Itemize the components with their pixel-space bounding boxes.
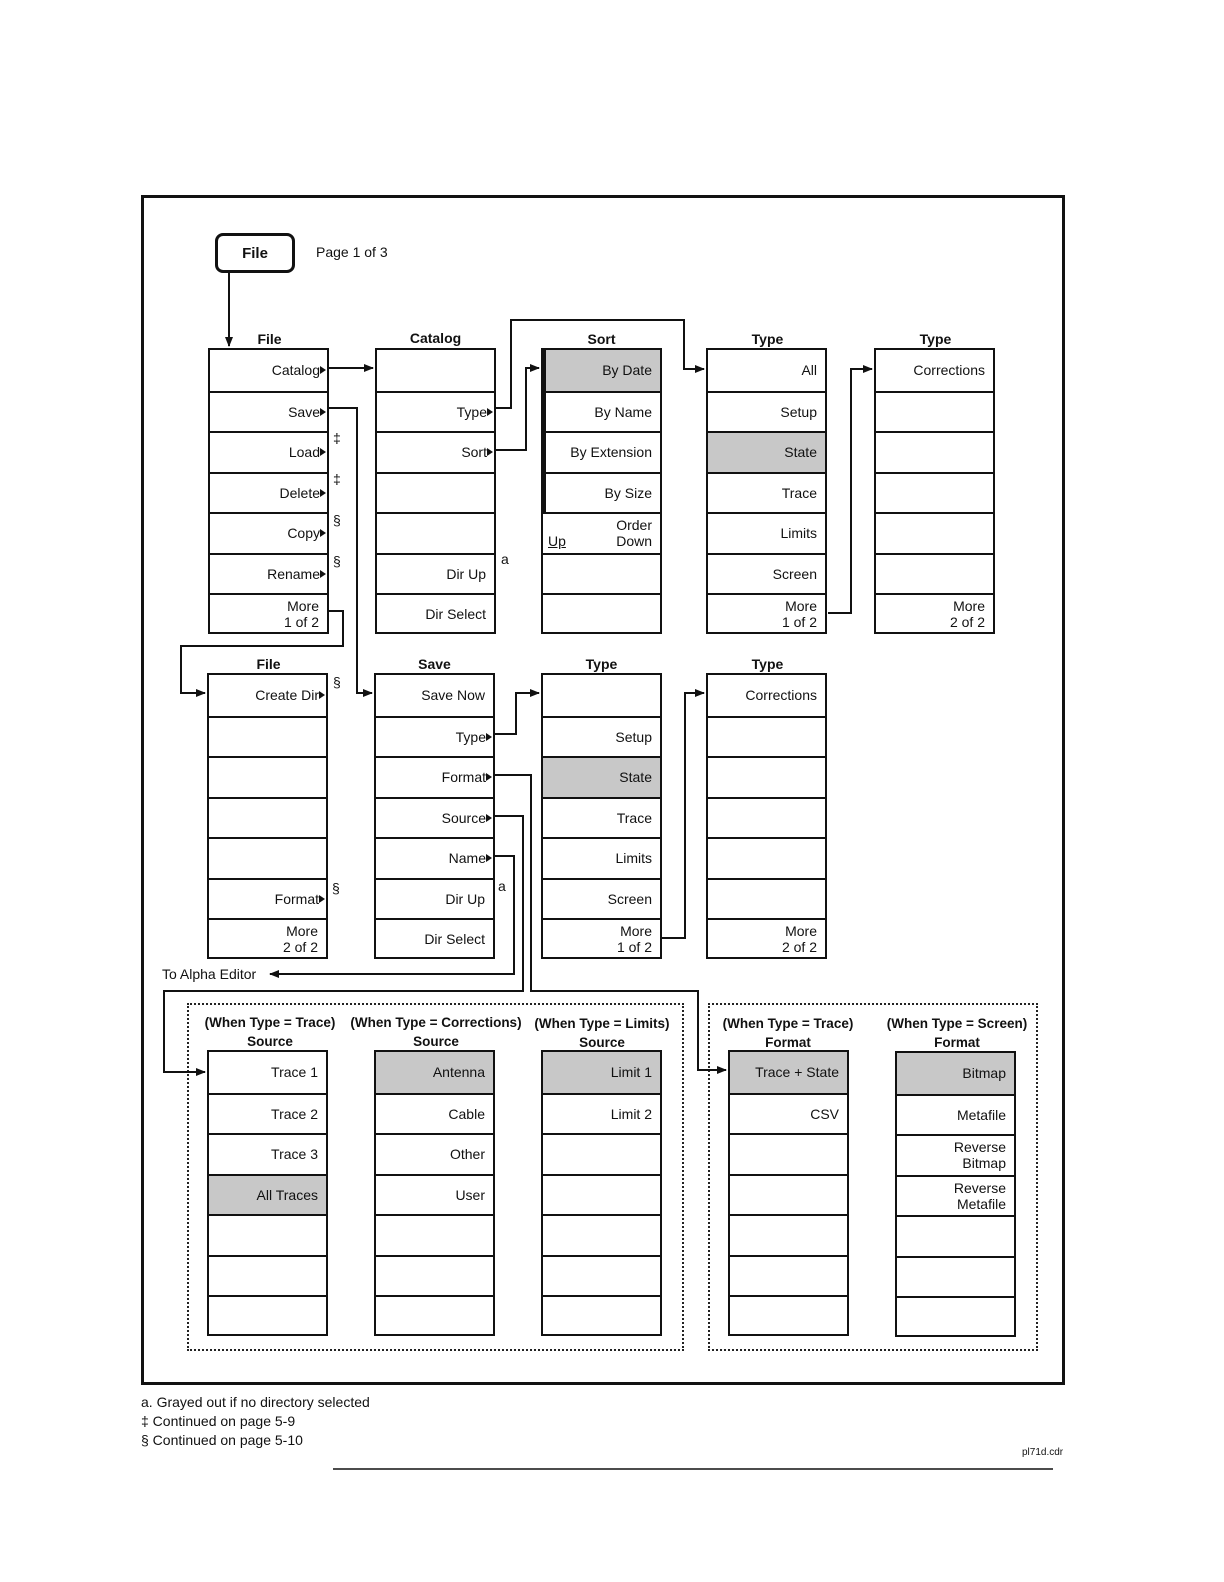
softkey-label-line: Reverse	[953, 1179, 1006, 1196]
wire-more-file	[181, 611, 343, 693]
softkey-label: All	[801, 362, 817, 379]
cond-corrections-source: (When Type = Corrections) Source	[350, 1015, 522, 1049]
softkey-label: User	[455, 1186, 485, 1203]
softkey-label: Name	[448, 850, 486, 867]
mark-a-dirup: a	[501, 551, 509, 567]
softkey-label: Bitmap	[962, 1065, 1006, 1082]
footnote-dagger: ‡ Continued on page 5-9	[141, 1413, 296, 1429]
wire-save	[329, 408, 372, 693]
softkey-label: Delete	[279, 484, 320, 501]
softkey-label-line: Bitmap	[962, 1155, 1006, 1172]
softkey-label: Corrections	[913, 362, 985, 379]
wire-type-more	[828, 369, 872, 613]
softkey-label: Save Now	[421, 687, 485, 704]
softkey-label-line: Metafile	[956, 1195, 1006, 1212]
softkey-label: CSV	[810, 1105, 839, 1122]
softkey-label: Source	[441, 809, 486, 826]
cond-trace-format: (When Type = Trace) Format	[722, 1016, 854, 1050]
mark-section-copy: §	[333, 512, 341, 528]
softkey-label: Setup	[780, 403, 817, 420]
softkey-label-line: 2 of 2	[781, 939, 817, 956]
softkey-label: State	[619, 769, 652, 786]
softkey-label: All Traces	[256, 1186, 318, 1203]
cond-screen-format: (When Type = Screen) Format	[886, 1016, 1028, 1050]
menu-title-sort: Sort	[587, 331, 616, 347]
softkey-label: Corrections	[745, 687, 817, 704]
softkey-label: Limits	[780, 525, 817, 542]
softkey-label: Trace 1	[271, 1064, 318, 1081]
page-indicator: Page 1 of 3	[316, 244, 388, 260]
softkey-label-line: More	[953, 598, 985, 615]
softkey-label: Catalog	[271, 362, 320, 379]
softkey-label: Limit 2	[610, 1105, 652, 1122]
softkey-label: Limit 1	[610, 1064, 652, 1081]
softkey-label: Trace 3	[271, 1146, 318, 1163]
wire-save-format	[495, 775, 726, 1070]
softkey-label: Dir Up	[446, 565, 486, 582]
softkey-label: Rename	[267, 565, 320, 582]
menu-title-type: Type	[751, 331, 784, 347]
softkey-label: Screen	[607, 890, 652, 907]
softkey-label: Format	[274, 890, 319, 907]
wire-save-type-more	[662, 693, 704, 938]
wire-save-name	[270, 856, 514, 974]
softkey-label: By Extension	[570, 444, 652, 461]
softkey-label: Antenna	[432, 1064, 485, 1081]
softkey-label-line: 2 of 2	[282, 939, 318, 956]
softkey-label-line: 1 of 2	[283, 614, 319, 631]
softkey-label: Trace	[781, 484, 817, 501]
menu-title-catalog: Catalog	[409, 330, 462, 346]
softkey-label-line: More	[785, 598, 817, 615]
wire-save-type	[495, 693, 539, 734]
softkey-label: Copy	[287, 525, 320, 542]
mark-dagger-delete: ‡	[333, 471, 341, 487]
softkey-label-line: More	[620, 923, 652, 940]
mark-section-createdir: §	[333, 674, 341, 690]
softkey-label: By Date	[602, 362, 652, 379]
menu-title-save-type-2: Type	[751, 656, 784, 672]
softkey-label-line: Reverse	[953, 1139, 1006, 1156]
mark-section-format: §	[332, 880, 340, 896]
menu-title-file-2: File	[256, 656, 281, 672]
softkey-label-line: Order	[616, 517, 652, 534]
softkey-label-line: 1 of 2	[781, 614, 817, 631]
softkey-label: Trace 2	[271, 1105, 318, 1122]
softkey-label: Screen	[772, 565, 817, 582]
order-up-label: Up	[548, 532, 566, 549]
softkey-label: Type	[456, 403, 487, 420]
softkey-label: Trace	[616, 809, 652, 826]
alpha-editor-label: To Alpha Editor	[162, 966, 257, 982]
softkey-label-line: Down	[616, 533, 652, 550]
softkey-label: Other	[449, 1146, 485, 1163]
menu-title-file: File	[257, 331, 282, 347]
softkey-label: Load	[288, 444, 320, 461]
mark-section-rename: §	[333, 553, 341, 569]
softkey-label: Limits	[615, 850, 652, 867]
softkey-label: Format	[441, 769, 486, 786]
mark-a-save-dirup: a	[498, 878, 506, 894]
softkey-label: Create Dir	[255, 687, 319, 704]
cond-limits-source: (When Type = Limits) Source	[534, 1016, 670, 1050]
softkey-label: Setup	[615, 728, 652, 745]
file-hardkey[interactable]: File	[215, 233, 295, 273]
file-reference: pl71d.cdr	[1022, 1447, 1064, 1458]
softkey-label-line: More	[785, 923, 817, 940]
menu-title-type-2: Type	[919, 331, 952, 347]
softkey-label: By Name	[594, 403, 652, 420]
mark-dagger-load: ‡	[333, 430, 341, 446]
softkey-label: State	[784, 444, 817, 461]
softkey-label: Dir Select	[424, 931, 485, 948]
wire-catalog-type	[496, 320, 704, 408]
softkey-label-line: 1 of 2	[616, 939, 652, 956]
menu-title-save: Save	[418, 656, 451, 672]
footnote-section: § Continued on page 5-10	[141, 1432, 303, 1448]
softkey-label-line: More	[286, 923, 318, 940]
softkey-label: Sort	[461, 444, 487, 461]
softkey-label: Type	[455, 728, 486, 745]
softkey-label: Trace + State	[755, 1064, 839, 1081]
softkey-label: Save	[288, 403, 320, 420]
softkey-label: Cable	[448, 1105, 485, 1122]
softkey-label-line: More	[287, 598, 319, 615]
softkey-label-line: 2 of 2	[949, 614, 985, 631]
softkey-label: Dir Select	[425, 606, 486, 623]
softkey-label: Metafile	[956, 1106, 1006, 1123]
cond-trace-source: (When Type = Trace) Source	[204, 1015, 336, 1049]
menu-title-save-type: Type	[585, 656, 618, 672]
footnote-a: a. Grayed out if no directory selected	[141, 1394, 370, 1410]
softkey-label: By Size	[604, 484, 652, 501]
wire-save-source	[164, 816, 523, 1072]
softkey-label: Dir Up	[445, 890, 485, 907]
